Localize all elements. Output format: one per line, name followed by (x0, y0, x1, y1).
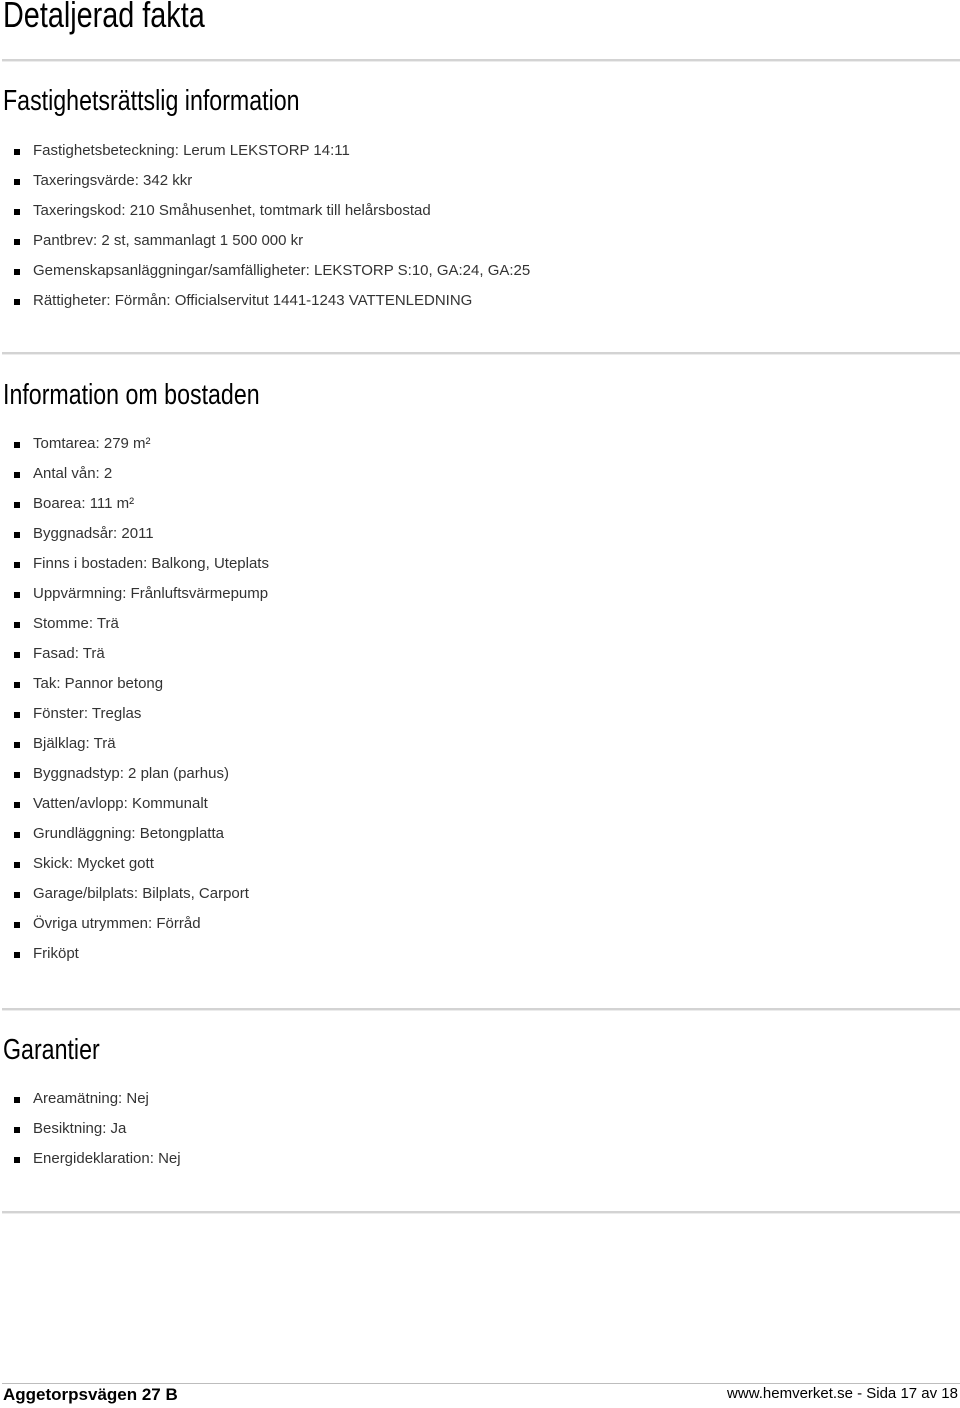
fact-item (0, 136, 530, 166)
fact-text: Friköpt (33, 945, 79, 962)
fact-item (0, 1144, 181, 1174)
fact-text: Vatten/avlopp: Kommunalt (33, 795, 208, 812)
square-bullet-icon (14, 269, 20, 275)
square-bullet-icon (14, 832, 20, 838)
fact-item (0, 879, 269, 909)
section-divider (2, 59, 960, 62)
square-bullet-icon (14, 149, 20, 155)
section-divider (2, 1211, 960, 1214)
square-bullet-icon (14, 502, 20, 508)
fact-text: Energideklaration: Nej (33, 1150, 181, 1167)
fact-text: Byggnadstyp: 2 plan (parhus) (33, 765, 229, 782)
square-bullet-icon (14, 179, 20, 185)
fact-text: Boarea: 111 m² (33, 495, 135, 512)
fact-text: Bjälklag: Trä (33, 735, 116, 752)
fact-text: Fasad: Trä (33, 645, 105, 662)
fact-text: Stomme: Trä (33, 615, 119, 632)
fact-item (0, 639, 269, 669)
fact-item (0, 286, 530, 316)
fact-item (0, 819, 269, 849)
square-bullet-icon (14, 209, 20, 215)
fact-item (0, 909, 269, 939)
square-bullet-icon (14, 1157, 20, 1163)
square-bullet-icon (14, 299, 20, 305)
fact-text: Antal vån: 2 (33, 465, 113, 482)
section-heading-bostaden: Information om bostaden (3, 379, 260, 411)
fact-text: Tak: Pannor betong (33, 675, 164, 692)
square-bullet-icon (14, 682, 20, 688)
square-bullet-icon (14, 622, 20, 628)
fact-text: Taxeringskod: 210 Småhusenhet, tomtmark till helårsbostad (33, 202, 431, 219)
fact-text: Tomtarea: 279 m² (33, 435, 151, 452)
fact-list-garantier (0, 1084, 181, 1174)
fact-text: Byggnadsår: 2011 (33, 525, 154, 542)
section-divider (2, 352, 960, 355)
square-bullet-icon (14, 862, 20, 868)
square-bullet-icon (14, 922, 20, 928)
fact-item (0, 1084, 181, 1114)
square-bullet-icon (14, 592, 20, 598)
fact-text: Fönster: Treglas (33, 705, 142, 722)
square-bullet-icon (14, 952, 20, 958)
square-bullet-icon (14, 1127, 20, 1133)
fact-item (0, 226, 530, 256)
footer-divider (2, 1383, 960, 1384)
square-bullet-icon (14, 532, 20, 538)
footer-address: Aggetorpsvägen 27 B (3, 1385, 178, 1404)
fact-text: Fastighetsbeteckning: Lerum LEKSTORP 14:11 (33, 142, 350, 159)
fact-item (0, 489, 269, 519)
square-bullet-icon (14, 239, 20, 245)
square-bullet-icon (14, 892, 20, 898)
fact-list-fastighetsrattslig (0, 136, 530, 316)
fact-list-bostaden (0, 429, 269, 969)
fact-item (0, 939, 269, 969)
fact-item (0, 849, 269, 879)
square-bullet-icon (14, 772, 20, 778)
fact-item (0, 519, 269, 549)
fact-item (0, 759, 269, 789)
fact-text: Övriga utrymmen: Förråd (33, 915, 201, 932)
square-bullet-icon (14, 442, 20, 448)
fact-item (0, 256, 530, 286)
fact-text: Taxeringsvärde: 342 kkr (33, 172, 193, 189)
square-bullet-icon (14, 1097, 20, 1103)
square-bullet-icon (14, 472, 20, 478)
fact-item (0, 669, 269, 699)
section-heading-fastighetsrattslig: Fastighetsrättslig information (3, 85, 300, 117)
fact-text: Uppvärmning: Frånluftsvärmepump (33, 585, 269, 602)
fact-item (0, 196, 530, 226)
fact-item (0, 459, 269, 489)
fact-text: Pantbrev: 2 st, sammanlagt 1 500 000 kr (33, 232, 304, 249)
fact-item (0, 429, 269, 459)
fact-item (0, 789, 269, 819)
square-bullet-icon (14, 802, 20, 808)
square-bullet-icon (14, 742, 20, 748)
fact-item (0, 549, 269, 579)
fact-text: Garage/bilplats: Bilplats, Carport (33, 885, 249, 902)
fact-text: Finns i bostaden: Balkong, Uteplats (33, 555, 269, 572)
section-heading-garantier: Garantier (3, 1034, 100, 1066)
fact-item (0, 729, 269, 759)
fact-item (0, 609, 269, 639)
fact-text: Besiktning: Ja (33, 1120, 127, 1137)
fact-text: Rättigheter: Förmån: Officialservitut 1441-1243 VATTENLEDNING (33, 292, 473, 309)
fact-text: Skick: Mycket gott (33, 855, 154, 872)
fact-item (0, 166, 530, 196)
fact-text: Grundläggning: Betongplatta (33, 825, 224, 842)
section-divider (2, 1008, 960, 1011)
page-title: Detaljerad fakta (3, 0, 205, 35)
fact-text: Gemenskapsanläggningar/samfälligheter: LEKSTORP S:10, GA:24, GA:25 (33, 262, 531, 279)
fact-item (0, 699, 269, 729)
fact-text: Areamätning: Nej (33, 1090, 149, 1107)
square-bullet-icon (14, 652, 20, 658)
fact-item (0, 579, 269, 609)
square-bullet-icon (14, 712, 20, 718)
fact-item (0, 1114, 181, 1144)
square-bullet-icon (14, 562, 20, 568)
footer-site-page: www.hemverket.se - Sida 17 av 18 (727, 1385, 958, 1402)
